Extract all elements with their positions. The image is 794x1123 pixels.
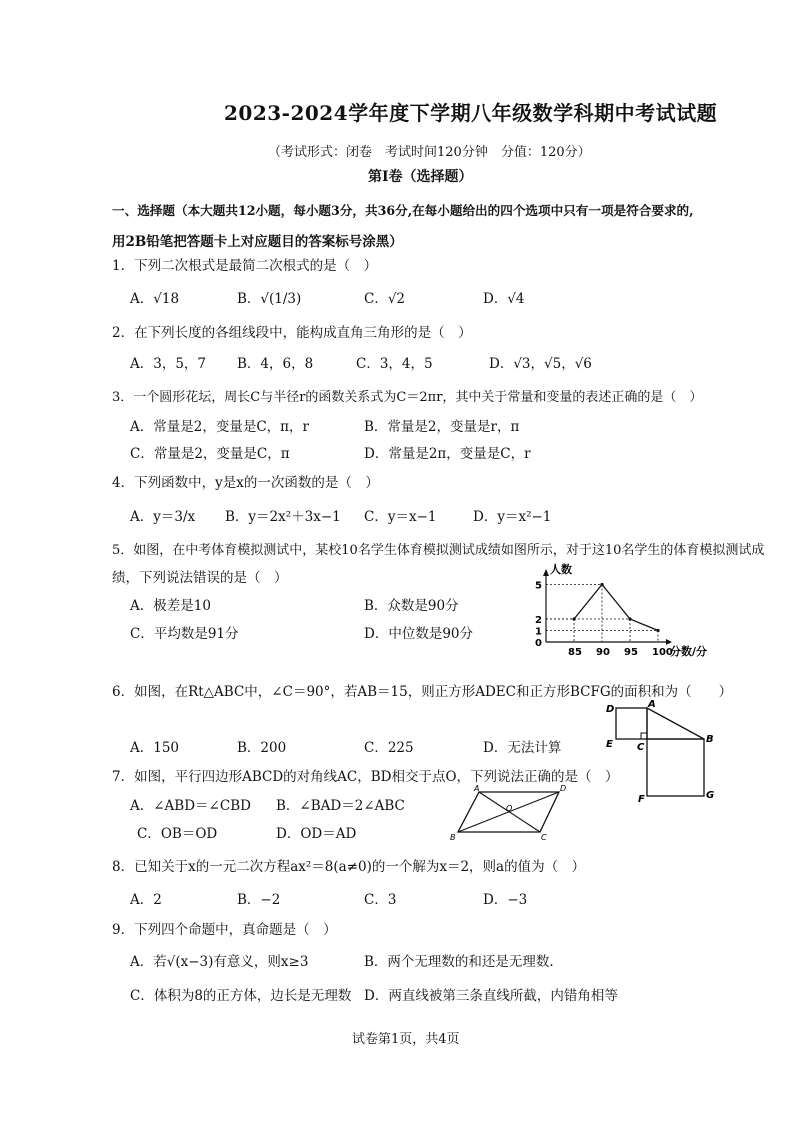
squares-triangle-figure	[600, 696, 720, 808]
option-d: D．√3，√5，√6	[489, 356, 592, 372]
label-a: A	[648, 699, 656, 710]
option-d: D．OD＝AD	[276, 826, 357, 842]
option-b: B．200	[237, 740, 287, 756]
question-stem: 2．在下列长度的各组线段中，能构成直角三角形的是（ ）	[112, 325, 472, 341]
label-g: G	[706, 790, 715, 801]
option-c: C．平均数是91分	[130, 626, 239, 642]
question-stem: 1．下列二次根式是最简二次根式的是（ ）	[112, 258, 378, 274]
x-tick-label: 90	[596, 647, 610, 658]
y-tick-label: 5	[535, 580, 542, 592]
option-a: A．y＝3/x	[130, 509, 196, 525]
option-c: C．y＝x−1	[364, 509, 437, 525]
parallelogram-figure	[446, 784, 572, 842]
exam-title: 2023-2024学年度下学期八年级数学科期中考试试题	[224, 101, 718, 125]
option-d: D．中位数是90分	[364, 626, 474, 642]
section-heading-line2: 用2B铅笔把答题卡上对应题目的答案标号涂黑）	[112, 234, 403, 250]
x-tick-label: 100	[652, 647, 673, 658]
option-c: C．225	[364, 740, 414, 756]
option-d: D．y＝x²−1	[473, 509, 552, 525]
option-a: A．√18	[130, 291, 180, 307]
option-a: A．2	[130, 892, 162, 908]
x-tick-label: 85	[568, 647, 582, 658]
option-c: C．3	[364, 892, 397, 908]
option-c: C．OB＝OD	[137, 826, 218, 842]
question-stem: 6．如图，在Rt△ABC中，∠C＝90°，若AB＝15，则正方形ADEC和正方形BCFG的面积和为（ ）	[112, 684, 733, 700]
data-point	[572, 617, 575, 620]
option-d: D．√4	[483, 291, 525, 307]
exam-subtitle: （考试形式：闭卷 考试时间120分钟 分值：120分）	[268, 145, 591, 160]
option-a: A．若√(x−3)有意义，则x≥3	[130, 954, 309, 970]
label-a: A	[474, 784, 480, 793]
option-b: B．众数是90分	[364, 598, 459, 614]
label-c: C	[541, 833, 547, 842]
right-angle-mark	[641, 733, 647, 739]
label-b: B	[450, 833, 456, 842]
label-d: D	[560, 784, 567, 793]
y-tick-label: 0	[535, 638, 542, 649]
option-c: C．√2	[364, 291, 406, 307]
x-tick-label: 95	[624, 647, 638, 658]
option-a: A．150	[130, 740, 180, 756]
option-b: B．−2	[237, 892, 281, 908]
volume-heading: 第Ⅰ卷（选择题）	[368, 169, 473, 185]
data-point	[628, 617, 631, 620]
question-stem-continued: 绩，下列说法错误的是（ ）	[112, 570, 288, 586]
option-a: A．极差是10	[130, 598, 211, 614]
option-b: B．常量是2，变量是r，π	[364, 419, 520, 435]
option-b: B．两个无理数的和还是无理数.	[364, 954, 554, 970]
option-a: A．常量是2，变量是C，π，r	[130, 419, 309, 435]
y-axis-label: 人数	[550, 563, 572, 576]
option-d: D．常量是2π，变量是C，r	[364, 446, 531, 462]
series-line	[574, 585, 658, 631]
option-d: D．两直线被第三条直线所截，内错角相等	[364, 988, 618, 1004]
section-heading-line1: 一、选择题（本大题共12小题，每小题3分，共36分,在每小题给出的四个选项中只有一项是符合要求的,	[112, 203, 694, 218]
x-axis-label: 分数/分	[670, 645, 708, 658]
data-point	[656, 629, 659, 632]
question-stem: 4．下列函数中，y是x的一次函数的是（ ）	[112, 475, 379, 491]
option-d: D．无法计算	[483, 740, 562, 756]
option-a: A．3，5，7	[130, 356, 207, 372]
y-tick-label: 1	[535, 626, 542, 638]
option-c: C．3，4，5	[356, 356, 433, 372]
right-triangle-abc	[647, 708, 704, 739]
question-stem: 5．如图，在中考体育模拟测试中，某校10名学生体育模拟测试成绩如图所示，对于这10名学生的体育模拟测试成	[112, 543, 765, 558]
page-footer: 试卷第1页，共4页	[352, 1032, 460, 1047]
label-b: B	[706, 734, 714, 745]
label-e: E	[606, 739, 613, 750]
question-stem: 7．如图，平行四边形ABCD的对角线AC，BD相交于点O，下列说法正确的是（ ）	[112, 769, 619, 785]
option-c: C．常量是2，变量是C，π	[130, 446, 290, 462]
y-axis-arrow	[543, 569, 549, 576]
square-adec	[616, 708, 647, 739]
label-f: F	[638, 794, 645, 805]
option-c: C．体积为8的正方体，边长是无理数	[130, 988, 352, 1004]
option-d: D．−3	[483, 892, 528, 908]
question-stem: 8．已知关于x的一元二次方程ax²＝8(a≠0)的一个解为x＝2，则a的值为（ ）	[112, 859, 586, 875]
option-b: B．y＝2x²＋3x−1	[225, 509, 341, 525]
square-bcfg	[647, 739, 704, 796]
score-line-chart	[528, 562, 718, 662]
label-o: O	[506, 804, 513, 813]
question-stem: 9．下列四个命题中，真命题是（ ）	[112, 922, 337, 938]
option-b: B．∠BAD＝2∠ABC	[276, 798, 405, 814]
y-tick-label: 2	[535, 615, 542, 626]
option-a: A．∠ABD＝∠CBD	[130, 798, 251, 814]
data-point	[600, 583, 603, 586]
question-stem: 3．一个圆形花坛，周长C与半径r的函数关系式为C＝2πr，其中关于常量和变量的表述正确的是（ ）	[112, 390, 703, 405]
label-d: D	[606, 704, 615, 715]
option-b: B．√(1/3)	[237, 291, 302, 307]
label-c: C	[637, 742, 645, 753]
option-b: B．4，6，8	[237, 356, 314, 372]
